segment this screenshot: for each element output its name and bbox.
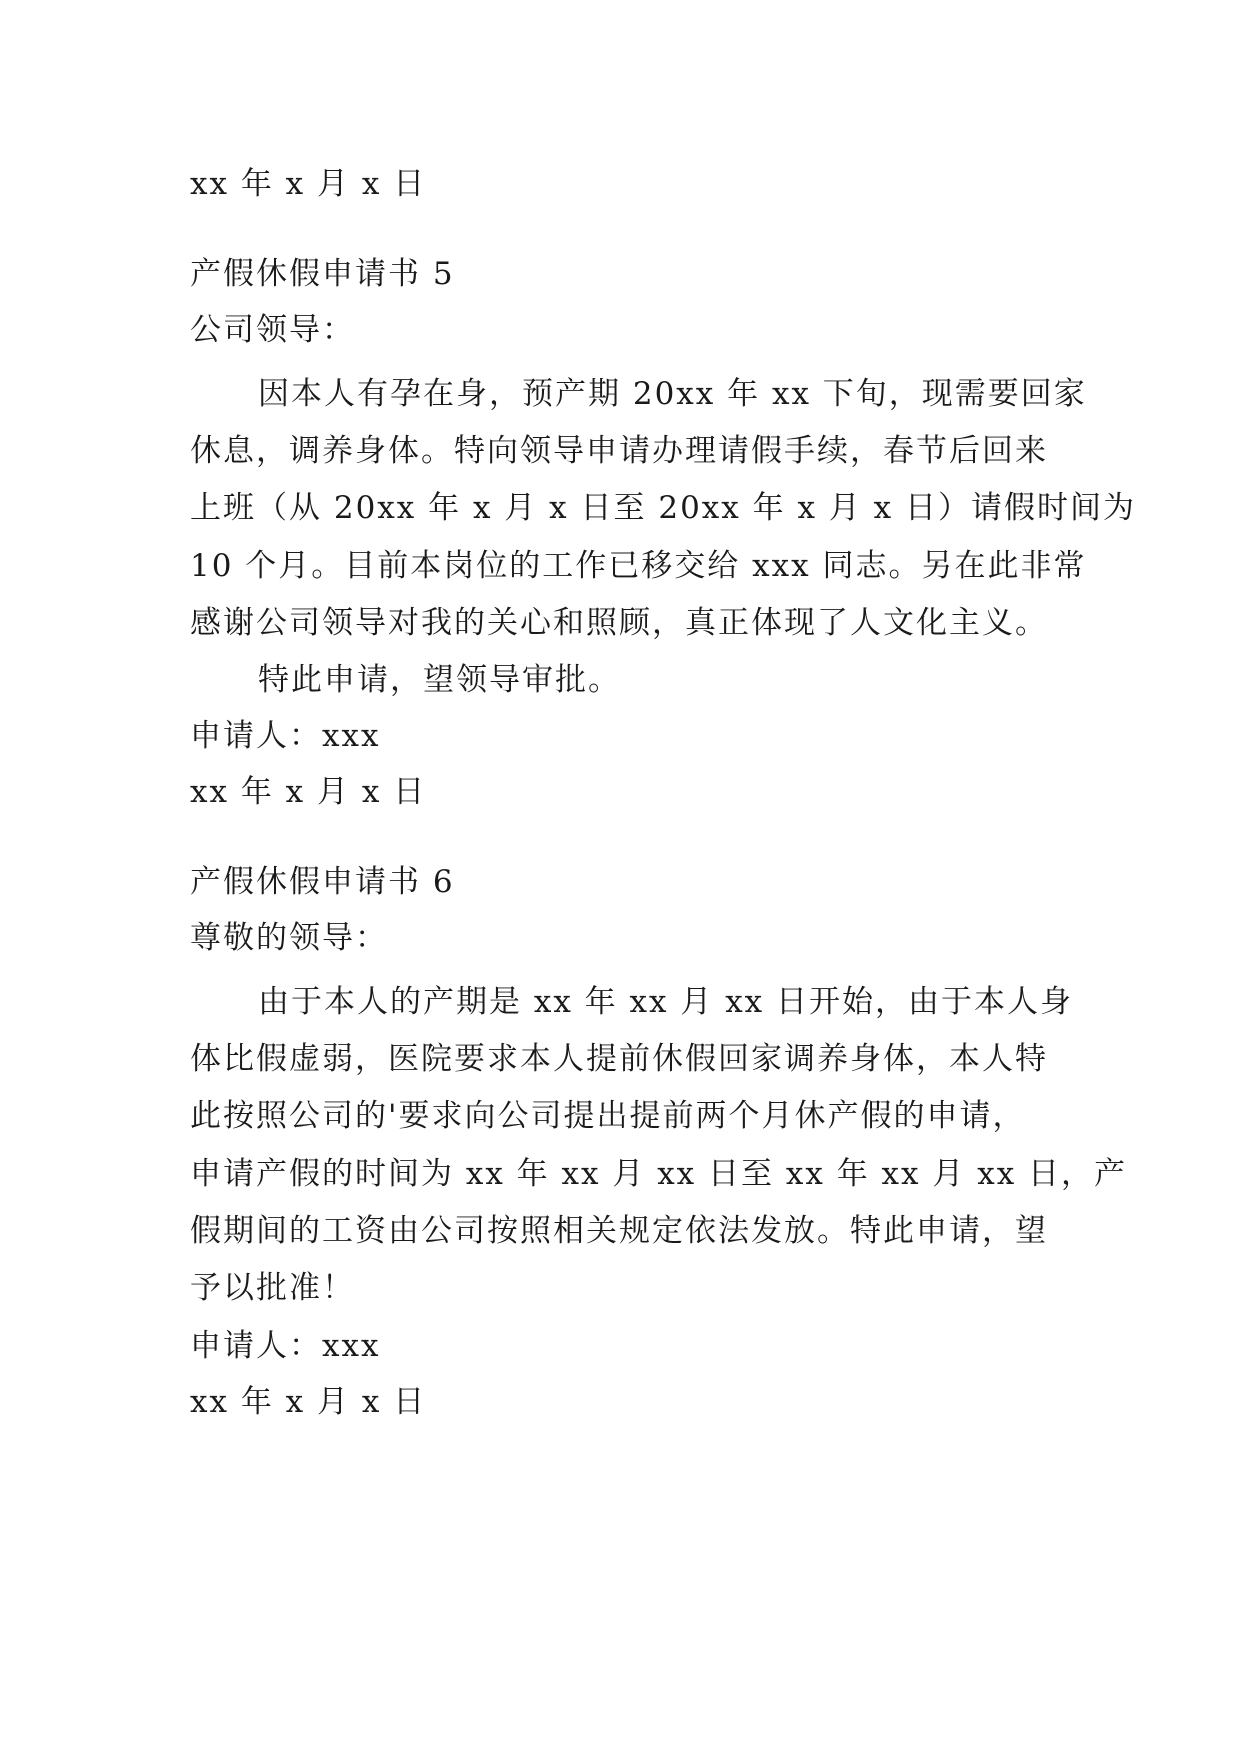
letter6-body-line-4: 申请产假的时间为 xx 年 xx 月 xx 日至 xx 年 xx 月 xx 日，产 <box>190 1156 1128 1192</box>
letter5-body-line-4: 10 个月。目前本岗位的工作已移交给 xxx 同志。另在此非常 <box>190 548 1087 584</box>
letter5-applicant: 申请人：xxx <box>190 718 381 754</box>
letter5-closing: 特此申请，望领导审批。 <box>258 662 621 698</box>
letter6-title: 产假休假申请书 6 <box>190 864 455 900</box>
letter5-title: 产假休假申请书 5 <box>190 256 455 292</box>
top-date: xx 年 x 月 x 日 <box>190 166 427 202</box>
letter5-body-line-1: 因本人有孕在身，预产期 20xx 年 xx 下旬，现需要回家 <box>258 376 1087 412</box>
letter6-body-line-3: 此按照公司的'要求向公司提出提前两个月休产假的申请， <box>190 1098 1026 1134</box>
letter6-body-line-5: 假期间的工资由公司按照相关规定依法发放。特此申请，望 <box>190 1213 1048 1249</box>
letter6-body-line-6: 予以批准！ <box>190 1270 355 1306</box>
letter6-body-line-1: 由于本人的产期是 xx 年 xx 月 xx 日开始，由于本人身 <box>258 984 1074 1020</box>
letter5-body-line-2: 休息，调养身体。特向领导申请办理请假手续，春节后回来 <box>190 433 1048 469</box>
letter6-salutation: 尊敬的领导： <box>190 920 388 956</box>
letter5-body-line-3: 上班（从 20xx 年 x 月 x 日至 20xx 年 x 月 x 日）请假时间为 <box>190 490 1137 526</box>
letter6-body-line-2: 体比假虚弱，医院要求本人提前休假回家调养身体，本人特 <box>190 1041 1048 1077</box>
letter5-body-line-5: 感谢公司领导对我的关心和照顾，真正体现了人文化主义。 <box>190 605 1048 641</box>
letter6-applicant: 申请人：xxx <box>190 1328 381 1364</box>
letter6-date: xx 年 x 月 x 日 <box>190 1384 427 1420</box>
letter5-date: xx 年 x 月 x 日 <box>190 774 427 810</box>
letter5-salutation: 公司领导： <box>190 312 355 348</box>
